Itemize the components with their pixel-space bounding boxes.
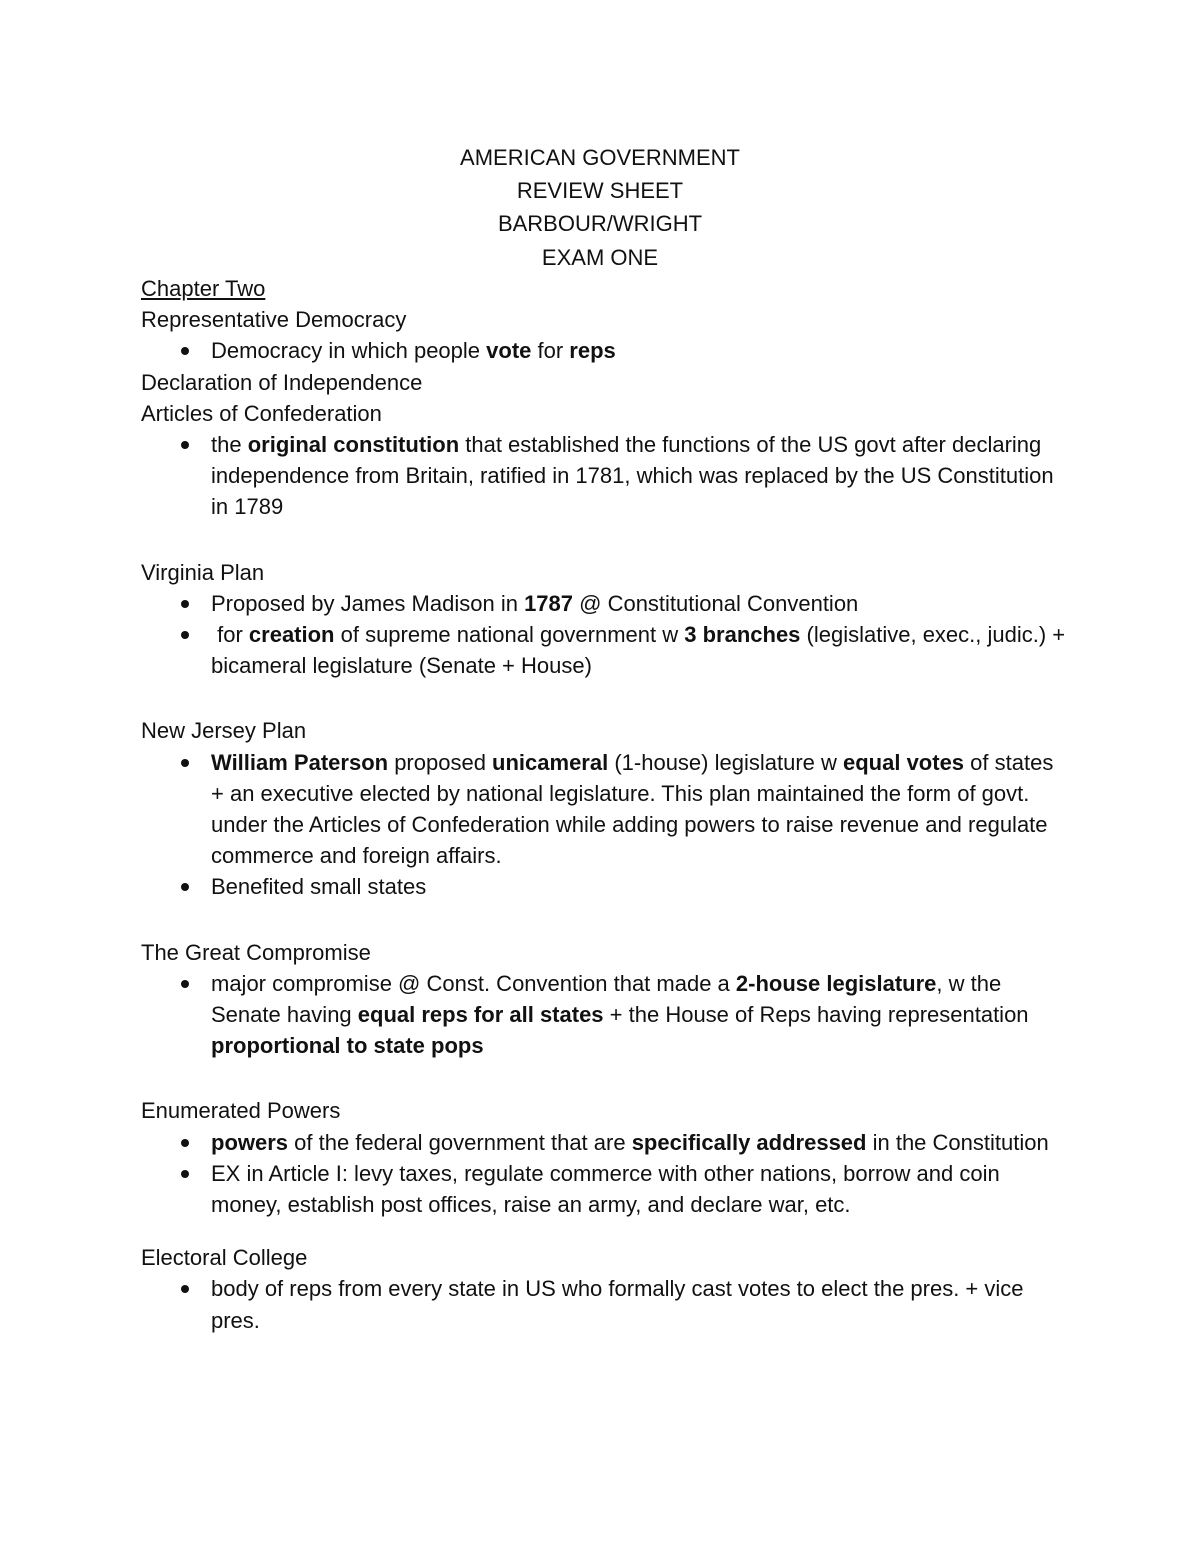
section-title-articles: Articles of Confederation [141,400,382,426]
bullet-item: Benefited small states [141,871,1071,902]
section-title-enumerated-powers: Enumerated Powers [141,1098,341,1124]
bullet-list [141,747,1071,903]
bullet-item: powers of the federal government that are specifically addressed in the Constitution [141,1127,1071,1158]
bullet-list [141,335,1071,366]
sheet-type: REVIEW SHEET [516,178,684,204]
exam-label: EXAM ONE [541,244,659,270]
section-title-new-jersey-plan: New Jersey Plan [141,718,307,744]
bullet-item: William Paterson proposed unicameral (1-house) legislature w equal votes of states + an executive elected by national legislature. This plan maintained the form of govt. under the Articles of Confederation while adding powers to raise revenue and regulate commerce and foreign affairs. [141,747,1071,872]
section-title-representative-democracy: Representative Democracy [141,307,407,333]
bullet-item: the original constitution that established the functions of the US govt after declaring independence from Britain, ratified in 1781, which was replaced by the US Constitution in 1789 [141,429,1071,523]
bullet-list [141,968,1071,1062]
bullet-item: EX in Article I: levy taxes, regulate commerce with other nations, borrow and coin money, establish post offices, raise an army, and declare war, etc. [141,1158,1071,1220]
bullet-item: Democracy in which people vote for reps [141,335,1071,366]
bullet-item: body of reps from every state in US who formally cast votes to elect the pres. + vice pres. [141,1273,1071,1335]
instructors: BARBOUR/WRIGHT [497,211,703,237]
bullet-list [141,429,1071,523]
section-title-great-compromise: The Great Compromise [141,939,371,965]
course-title: AMERICAN GOVERNMENT [460,145,740,170]
bullet-list [141,1127,1071,1221]
bullet-item: Proposed by James Madison in 1787 @ Constitutional Convention [141,588,1071,619]
section-title-virginia-plan: Virginia Plan [141,559,265,585]
section-title-electoral-college: Electoral College [141,1245,308,1271]
bullet-item: major compromise @ Const. Convention that made a 2-house legislature, w the Senate having equal reps for all states + the House of Reps having representation proportional to state pops [141,968,1071,1062]
document-header [0,141,1200,274]
bullet-list [141,588,1071,682]
section-title-declaration: Declaration of Independence [141,369,423,395]
bullet-item: for creation of supreme national government w 3 branches (legislative, exec., judic.) + bicameral legislature (Senate + House) [141,619,1071,681]
chapter-heading: Chapter Two [141,276,266,301]
document-body [141,273,1071,1336]
bullet-list [141,1273,1071,1335]
